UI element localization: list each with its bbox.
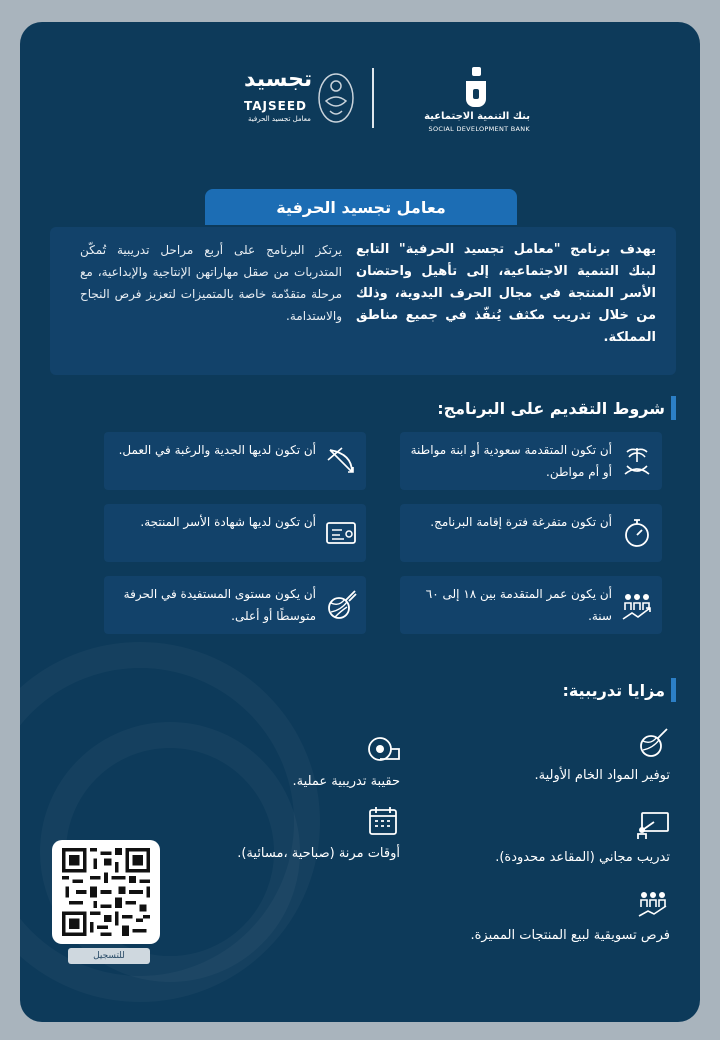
intro-panel: [50, 227, 676, 375]
page-title: معامل تجسيد الحرفية: [205, 189, 517, 225]
qr-label: للتسجيل: [68, 948, 150, 964]
benefit-item: [200, 806, 400, 864]
benefit-text: فرص تسويقية لبيع المنتجات المميزة.: [470, 928, 670, 943]
people-growth-icon: [636, 888, 670, 918]
intro-main-text: يهدف برنامج "معامل تجسيد الحرفية" التابع لبنك التنمية الاجتماعية، إلى تأهيل واحتضان الأسر المنتجة في مجال الحرف اليدوية، وذلك من خلال تدريب مكثف يُنفّذ في جميع مناطق المملكة.: [356, 242, 656, 345]
condition-text: أن تكون لديها الجدية والرغبة في العمل.: [118, 443, 316, 457]
condition-text: أن يكون عمر المتقدمة بين ١٨ إلى ٦٠ سنة.: [425, 587, 612, 623]
yarn-icon: [324, 588, 358, 622]
measuring-tape-icon: [366, 734, 400, 764]
benefit-item: [440, 810, 670, 868]
bow-arrow-icon: [324, 444, 358, 478]
benefit-item: [440, 728, 670, 786]
registration-qr-code[interactable]: [52, 840, 160, 944]
intro-secondary-text: يرتكز البرنامج على أربع مراحل تدريبية تُمكّن المتدربات من صقل مهاراتهن الإنتاجية والإبداعية، مع مرحلة متقدّمة خاصة بالمتميزات لتعزيز فرص النجاح والاستدامة.: [80, 243, 342, 323]
condition-text: أن تكون المتقدمة سعودية أو ابنة مواطنة أو أم مواطن.: [410, 443, 612, 479]
condition-card: [400, 504, 662, 562]
yarn-icon: [636, 728, 670, 758]
bank-mark-icon: [456, 67, 496, 107]
conditions-heading: [437, 396, 676, 420]
condition-text: أن تكون متفرغة فترة إقامة البرنامج.: [430, 515, 612, 529]
benefit-item: [200, 734, 400, 792]
stopwatch-icon: [620, 516, 654, 550]
brand-name-ar: تجسيد: [244, 67, 313, 92]
benefit-item: [410, 888, 670, 946]
tajseed-emblem-icon: [316, 71, 356, 125]
benefits-heading-text: مزايا تدريبية:: [562, 680, 665, 700]
condition-card: [104, 432, 366, 490]
condition-card: [104, 576, 366, 634]
conditions-heading-text: شروط التقديم على البرنامج:: [437, 398, 665, 418]
heading-accent-bar: [671, 678, 676, 702]
brand-sub: معامل تجسيد الحرفية: [248, 115, 311, 123]
bank-name-en: SOCIAL DEVELOPMENT BANK: [428, 125, 530, 133]
benefit-text: تدريب مجاني (المقاعد محدودة).: [495, 850, 670, 865]
people-growth-icon: [620, 588, 654, 622]
condition-card: [104, 504, 366, 562]
condition-card: [400, 432, 662, 490]
presentation-board-icon: [636, 810, 670, 840]
condition-text: أن تكون لديها شهادة الأسر المنتجة.: [140, 515, 316, 529]
condition-text: أن يكون مستوى المستفيدة في الحرفة متوسطًا أو أعلى.: [123, 587, 316, 623]
bank-logo: [390, 67, 530, 133]
condition-card: [400, 576, 662, 634]
benefit-text: أوقات مرنة (صباحية ،مسائية).: [237, 846, 400, 861]
qr-code-icon: [60, 848, 152, 936]
benefit-text: توفير المواد الخام الأولية.: [534, 768, 670, 783]
calendar-icon: [366, 806, 400, 836]
palm-swords-icon: [620, 444, 654, 478]
benefit-text: حقيبة تدريبية عملية.: [292, 774, 400, 789]
benefits-heading: [562, 678, 676, 702]
poster: [20, 22, 700, 1022]
heading-accent-bar: [671, 396, 676, 420]
certificate-icon: [324, 516, 358, 550]
logo-divider: [372, 68, 374, 128]
tajseed-logo: [230, 67, 360, 133]
bank-name-ar: بنك التنمية الاجتماعية: [424, 111, 530, 122]
brand-name-en: TAJSEED: [244, 99, 308, 113]
